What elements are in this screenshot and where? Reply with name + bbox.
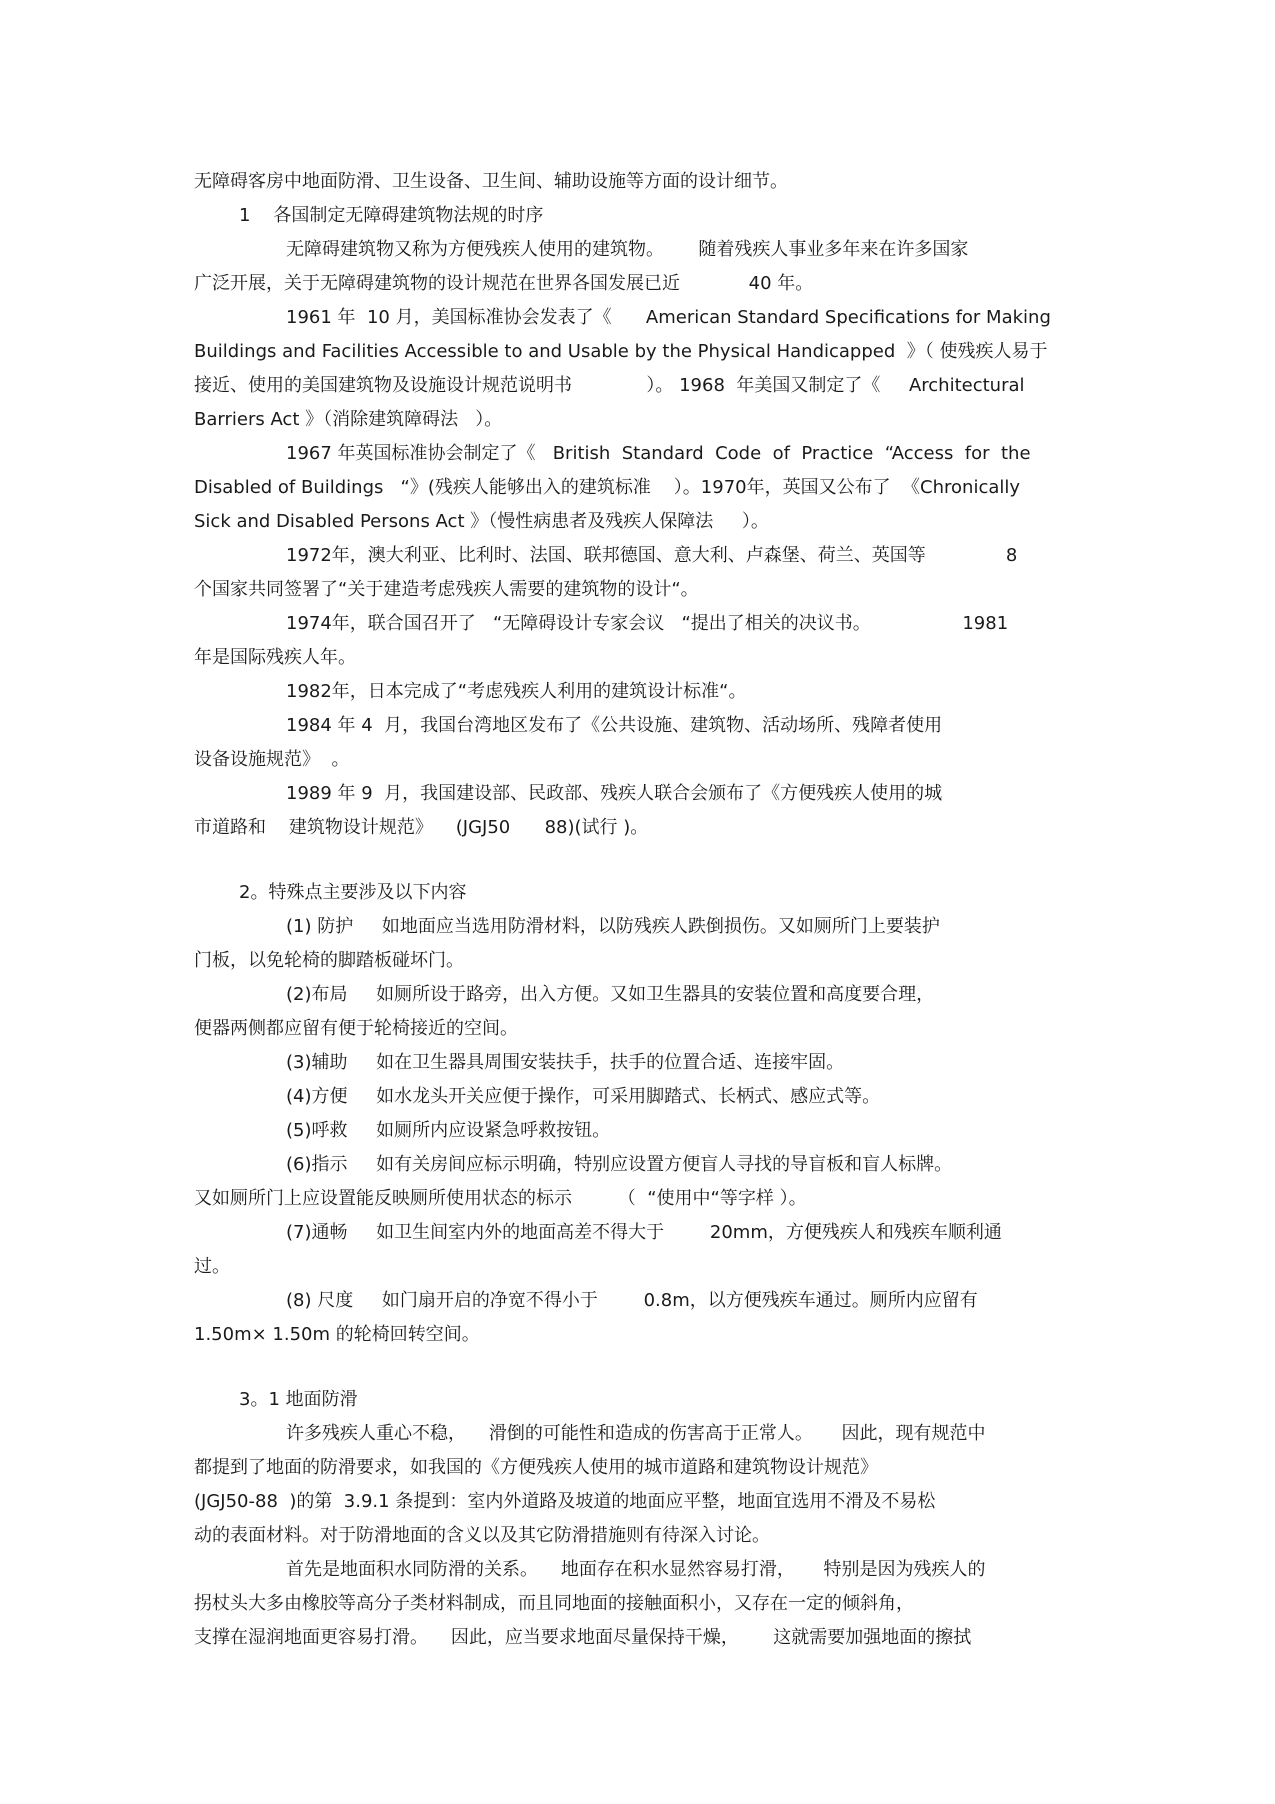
section-2-heading: 2。特殊点主要涉及以下内容 — [239, 882, 467, 903]
list-item: (1) 防护 如地面应当选用防滑材料，以防残疾人跌倒损伤。又如厕所门上要装护 — [286, 916, 940, 937]
paragraph-line: Buildings and Facilities Accessible to and Usable by the Physical Handicapped 》（ 使残疾人易于 — [194, 341, 1048, 362]
paragraph-line: 1972年，澳大利亚、比利时、法国、联邦德国、意大利、卢森堡、荷兰、英国等 8 — [286, 545, 1018, 566]
paragraph-line: 门板，以免轮椅的脚踏板碰坏门。 — [194, 950, 464, 971]
intro-line: 无障碍客房中地面防滑、卫生设备、卫生间、辅助设施等方面的设计细节。 — [194, 171, 788, 192]
list-item: (7)通畅 如卫生间室内外的地面高差不得大于 20mm，方便残疾人和残疾车顺利通 — [286, 1222, 1002, 1243]
paragraph-line: 设备设施规范》 。 — [194, 749, 350, 770]
paragraph-line: 1967 年英国标准协会制定了《 British Standard Code of Practice “Access for the — [286, 443, 1031, 464]
paragraph-line: 个国家共同签署了“关于建造考虑残疾人需要的建筑物的设计“。 — [194, 579, 699, 600]
paragraph-line: 1961 年 10 月，美国标准协会发表了《 American Standard Specifications for Making — [286, 307, 1051, 328]
document-body — [194, 165, 1094, 1655]
paragraph-line: Disabled of Buildings “》(残疾人能够出入的建筑标准 ）。1970年，英国又公布了 《Chronically — [194, 477, 1021, 498]
paragraph-line: 首先是地面积水同防滑的关系。 地面存在积水显然容易打滑， 特别是因为残疾人的 — [286, 1559, 986, 1580]
paragraph-line: 1.50m× 1.50m 的轮椅回转空间。 — [194, 1324, 480, 1345]
paragraph-line: 1974年，联合国召开了 “无障碍设计专家会议 “提出了相关的决议书。 1981 — [286, 613, 1009, 634]
section-3-heading: 3。1 地面防滑 — [239, 1389, 358, 1410]
paragraph-line: 1984 年 4 月，我国台湾地区发布了《公共设施、建筑物、活动场所、残障者使用 — [286, 715, 943, 736]
list-item: (2)布局 如厕所设于路旁，出入方便。又如卫生器具的安装位置和高度要合理， — [286, 984, 935, 1005]
paragraph-line: 又如厕所门上应设置能反映厕所使用状态的标示 （ “使用中“等字样 ）。 — [194, 1188, 807, 1209]
list-item: (3)辅助 如在卫生器具周围安装扶手，扶手的位置合适、连接牢固。 — [286, 1052, 845, 1073]
list-item: (4)方便 如水龙头开关应便于操作，可采用脚踏式、长柄式、感应式等。 — [286, 1086, 881, 1107]
paragraph-line: 接近、使用的美国建筑物及设施设计规范说明书 ）。 1968 年美国又制定了《 Architectural — [194, 375, 1025, 396]
section-spacer — [194, 1352, 1094, 1383]
list-item: (5)呼救 如厕所内应设紧急呼救按钮。 — [286, 1120, 611, 1141]
paragraph-line: 过。 — [194, 1256, 230, 1277]
list-item: (8) 尺度 如门扇开启的净宽不得小于 0.8m，以方便残疾车通过。厕所内应留有 — [286, 1290, 978, 1311]
paragraph-line: 广泛开展，关于无障碍建筑物的设计规范在世界各国发展已近 40 年。 — [194, 273, 814, 294]
paragraph-line: 都提到了地面的防滑要求，如我国的《方便残疾人使用的城市道路和建筑物设计规范》 — [194, 1457, 878, 1478]
paragraph-line: 支撑在湿润地面更容易打滑。 因此，应当要求地面尽量保持干燥， 这就需要加强地面的擦拭 — [194, 1627, 972, 1648]
paragraph-line: 市道路和 建筑物设计规范》 (JGJ50 88)(试行 )。 — [194, 817, 649, 838]
paragraph-line: 1982年，日本完成了“考虑残疾人利用的建筑设计标准“。 — [286, 681, 747, 702]
section-spacer — [194, 845, 1094, 876]
paragraph-line: 1989 年 9 月，我国建设部、民政部、残疾人联合会颁布了《方便残疾人使用的城 — [286, 783, 943, 804]
paragraph-line: 便器两侧都应留有便于轮椅接近的空间。 — [194, 1018, 518, 1039]
section-1-heading: 1 各国制定无障碍建筑物法规的时序 — [239, 205, 544, 226]
paragraph-line: (JGJ50-88 )的第 3.9.1 条提到：室内外道路及坡道的地面应平整，地面宜选用不滑及不易松 — [194, 1491, 936, 1512]
paragraph-line: 许多残疾人重心不稳， 滑倒的可能性和造成的伤害高于正常人。 因此，现有规范中 — [286, 1423, 986, 1444]
paragraph-line: Barriers Act 》（消除建筑障碍法 ）。 — [194, 409, 503, 430]
list-item: (6)指示 如有关房间应标示明确，特别应设置方便盲人寻找的导盲板和盲人标牌。 — [286, 1154, 953, 1175]
paragraph-line: 年是国际残疾人年。 — [194, 647, 356, 668]
paragraph-line: Sick and Disabled Persons Act 》（慢性病患者及残疾人保障法 ）。 — [194, 511, 769, 532]
paragraph-line: 无障碍建筑物又称为方便残疾人使用的建筑物。 随着残疾人事业多年来在许多国家 — [286, 239, 969, 260]
paragraph-line: 拐杖头大多由橡胶等高分子类材料制成，而且同地面的接触面积小，又存在一定的倾斜角， — [194, 1593, 914, 1614]
paragraph-line: 动的表面材料。对于防滑地面的含义以及其它防滑措施则有待深入讨论。 — [194, 1525, 770, 1546]
